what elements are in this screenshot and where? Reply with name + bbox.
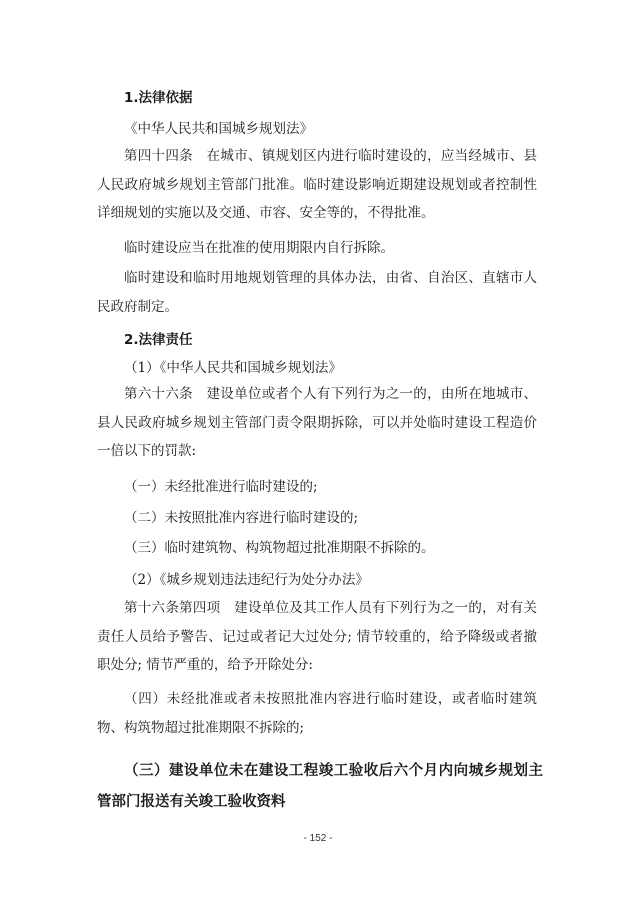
law-title: 《中华人民共和国城乡规划法》 [124, 121, 313, 137]
list-item: （二）未按照批准内容进行临时建设的; [124, 510, 359, 526]
list-item: （一）未经批准进行临时建设的; [124, 479, 318, 495]
list-item: （四）未经批准或者未按照批准内容进行临时建设，或者临时建筑物、构筑物超过批准期限不拆除的; [97, 691, 537, 736]
subheading-urban-rural-planning-law: （1）《中华人民共和国城乡规划法》 [124, 360, 342, 376]
article-16-paragraph: 第十六条第四项 建设单位及其工作人员有下列行为之一的，对有关责任人员给予警告、记过或者记大过处分; 情节较重的，给予降级或者撤职处分; 情节严重的，给予开除处分: [97, 600, 537, 673]
subheading-disciplinary-measures: （2）《城乡规划违法违纪行为处分办法》 [124, 572, 369, 588]
heading-legal-basis: 1.法律依据 [124, 90, 193, 106]
article-44-removal-paragraph: 临时建设应当在批准的使用期限内自行拆除。 [124, 240, 394, 256]
article-44-paragraph: 第四十四条 在城市、镇规划区内进行临时建设的，应当经城市、县人民政府城乡规划主管部门批准。临时建设影响近期建设规划或者控制性详细规划的实施以及交通、市容、安全等的，不得批准。 [97, 148, 537, 221]
list-item: （三）临时建筑物、构筑物超过批准期限不拆除的。 [124, 540, 435, 556]
article-44-measures-paragraph: 临时建设和临时用地规划管理的具体办法，由省、自治区、直辖市人民政府制定。 [97, 270, 537, 315]
article-66-paragraph: 第六十六条 建设单位或者个人有下列行为之一的，由所在地城市、县人民政府城乡规划主管部门责令限期拆除，可以并处临时建设工程造价一倍以下的罚款: [97, 386, 537, 459]
page-number: - 152 - [303, 833, 333, 844]
heading-legal-liability: 2.法律责任 [124, 332, 193, 348]
section-heading: （三）建设单位未在建设工程竣工验收后六个月内向城乡规划主管部门报送有关竣工验收资料 [97, 763, 543, 810]
